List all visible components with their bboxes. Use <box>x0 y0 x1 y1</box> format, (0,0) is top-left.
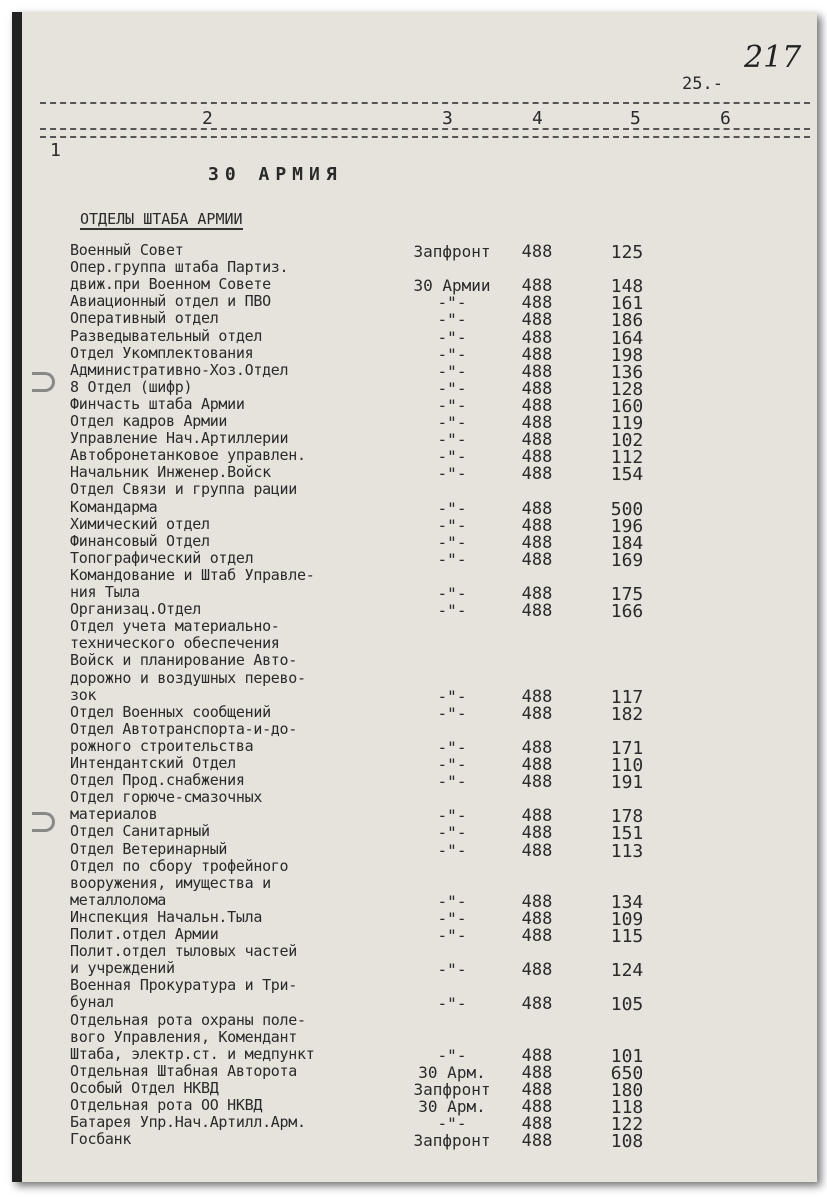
row-number: 124 <box>610 960 644 982</box>
row-number: 112 <box>610 447 644 469</box>
column-number-5: 5 <box>630 108 641 129</box>
row-code: 488 <box>521 908 553 929</box>
row-number: 148 <box>610 276 644 298</box>
row-number: 161 <box>610 293 644 315</box>
row-label: вого Управления, Комендант <box>70 1027 298 1046</box>
row-label: Инспекция Начальн.Тыла <box>70 907 263 926</box>
row-code: 488 <box>521 601 553 622</box>
row-number: 160 <box>610 395 644 417</box>
row-source: -"- <box>437 737 467 757</box>
row-label: Финансовый Отдел <box>70 531 210 550</box>
row-code: 488 <box>521 395 553 416</box>
row-label: Батарея Упр.Нач.Артилл.Арм. <box>70 1113 306 1132</box>
row-code: 488 <box>521 242 553 262</box>
row-number: 101 <box>610 1045 644 1067</box>
row-code: 488 <box>521 310 553 331</box>
row-number: 105 <box>610 994 644 1016</box>
row-label: Отдел Прод.снабжения <box>70 771 245 790</box>
row-source: -"- <box>437 806 467 826</box>
row-code: 488 <box>521 755 553 775</box>
row-number: 178 <box>610 806 644 828</box>
row-label: Командарма <box>70 497 158 516</box>
row-code: 488 <box>521 549 553 570</box>
row-label: металлолома <box>70 890 167 909</box>
row-number: 500 <box>610 498 644 520</box>
row-source: -"- <box>437 823 467 843</box>
row-code: 488 <box>521 823 553 844</box>
row-label: Командование и Штаб Управле- <box>70 565 315 584</box>
row-code: 488 <box>521 293 553 314</box>
row-label: Авиационный отдел и ПВО <box>70 292 271 311</box>
row-source: -"- <box>437 926 467 945</box>
row-label: Химический отдел <box>70 514 210 533</box>
row-code: 488 <box>521 806 553 827</box>
row-label: материалов <box>70 805 158 824</box>
row-source: -"- <box>437 840 467 860</box>
row-label: Отдел Военных сообщений <box>70 702 271 721</box>
row-number: 650 <box>610 1062 644 1084</box>
row-label: ния Тыла <box>70 583 140 601</box>
row-number: 108 <box>610 1131 644 1153</box>
header-rule <box>40 128 810 130</box>
row-label: движ.при Военном Совете <box>70 275 271 294</box>
row-label: Отдельная Штабная Авторота <box>70 1061 298 1080</box>
typed-page-number: 25.- <box>682 74 723 94</box>
row-source: -"- <box>437 960 467 980</box>
row-label: Начальник Инженер.Войск <box>70 463 271 482</box>
row-label: Полит.отдел Армии <box>70 925 219 943</box>
row-label: Штаба, электр.ст. и медпункт <box>70 1044 315 1063</box>
row-code: 488 <box>521 960 553 981</box>
row-source: -"- <box>437 755 467 774</box>
row-number: 196 <box>610 515 644 537</box>
row-number: 166 <box>610 601 644 623</box>
row-source: -"- <box>437 772 467 792</box>
row-label: Оперативный отдел <box>70 309 219 328</box>
row-label: Отдел кадров Армии <box>70 412 228 430</box>
row-label: Особый Отдел НКВД <box>70 1078 219 1097</box>
row-code: 488 <box>521 344 553 365</box>
row-source: -"- <box>437 994 467 1014</box>
row-code: 488 <box>521 532 553 553</box>
row-code: 488 <box>521 464 553 485</box>
row-label: Отдел Укомплектования <box>70 343 254 362</box>
row-label: Топографический отдел <box>70 548 254 567</box>
header-rule <box>40 136 810 138</box>
row-code: 488 <box>521 737 553 758</box>
row-number: 113 <box>610 840 644 862</box>
row-code: 488 <box>521 1062 553 1083</box>
row-number: 136 <box>610 361 644 383</box>
row-label: рожного строительства <box>70 736 254 755</box>
row-code: 488 <box>521 703 553 724</box>
row-label: Военный Совет <box>70 241 184 259</box>
row-source: -"- <box>437 532 467 552</box>
header-rule <box>40 102 810 104</box>
row-source: -"- <box>437 378 467 398</box>
row-number: 119 <box>610 413 644 434</box>
row-code: 488 <box>521 327 553 348</box>
row-code: 488 <box>521 1079 553 1100</box>
row-code: 488 <box>521 515 553 536</box>
row-source: -"- <box>437 361 467 381</box>
binder-ring <box>32 812 55 832</box>
row-label: Госбанк <box>70 1130 132 1149</box>
row-source: Запфронт <box>413 1079 491 1099</box>
row-source: -"- <box>437 891 467 911</box>
row-source: -"- <box>437 1114 467 1134</box>
row-number: 175 <box>610 584 644 605</box>
document-title: 30 АРМИЯ <box>208 164 343 185</box>
row-label: Отдел учета материально- <box>70 617 280 636</box>
row-source: 30 Арм. <box>418 1097 486 1116</box>
row-label: Административно-Хоз.Отдел <box>70 360 289 379</box>
column-number-4: 4 <box>532 108 543 129</box>
row-code: 488 <box>521 413 553 433</box>
row-code: 488 <box>521 772 553 793</box>
row-label: Полит.отдел тыловых частей <box>70 942 298 961</box>
row-source: -"- <box>437 293 467 313</box>
row-number: 118 <box>610 1097 644 1118</box>
row-number: 102 <box>610 430 644 452</box>
row-source: -"- <box>437 1045 467 1065</box>
row-label: Отдел Связи и группа рации <box>70 480 298 499</box>
row-number: 154 <box>610 464 644 486</box>
document-page <box>12 12 817 1182</box>
column-number-6: 6 <box>720 108 731 129</box>
row-source: Запфронт <box>413 242 491 261</box>
row-number: 171 <box>610 737 644 759</box>
row-source: -"- <box>437 498 467 518</box>
row-source: -"- <box>437 395 467 415</box>
row-code: 488 <box>521 1097 553 1117</box>
row-code: 488 <box>521 926 553 946</box>
row-source: 30 Арм. <box>418 1062 486 1082</box>
row-number: 134 <box>610 891 644 913</box>
row-label: Автобронетанковое управлен. <box>70 446 306 465</box>
row-number: 151 <box>610 823 644 845</box>
row-code: 488 <box>521 361 553 382</box>
row-code: 488 <box>521 584 553 604</box>
row-number: 117 <box>610 686 644 708</box>
row-label: Отдел Автотранспорта-и-до- <box>70 719 298 738</box>
row-label: бунал <box>70 993 114 1012</box>
row-source: -"- <box>437 703 467 723</box>
row-number: 169 <box>610 549 644 571</box>
row-source: -"- <box>437 310 467 330</box>
row-code: 488 <box>521 430 553 451</box>
row-source: -"- <box>437 584 467 603</box>
row-number: 125 <box>610 242 644 263</box>
section-heading: ОТДЕЛЫ ШТАБА АРМИИ <box>80 210 243 228</box>
handwritten-page-number: 217 <box>744 40 802 75</box>
row-source: -"- <box>437 413 467 432</box>
row-code: 488 <box>521 840 553 861</box>
binder-ring <box>32 372 55 392</box>
row-source: -"- <box>437 464 467 484</box>
row-number: 115 <box>610 926 644 947</box>
row-code: 488 <box>521 1114 553 1135</box>
column-number-1: 1 <box>50 140 61 161</box>
row-source: -"- <box>437 686 467 706</box>
row-label: Отдел Ветеринарный <box>70 839 228 858</box>
row-label: Финчасть штаба Армии <box>70 394 245 413</box>
row-label: Разведывательный отдел <box>70 326 263 345</box>
row-source: -"- <box>437 344 467 364</box>
row-label: Отдел Санитарный <box>70 822 210 841</box>
row-number: 109 <box>610 908 644 930</box>
row-label: технического обеспечения <box>70 634 280 653</box>
row-source: -"- <box>437 908 467 928</box>
row-source: -"- <box>437 327 467 347</box>
row-label: Отдельная рота охраны поле- <box>70 1010 306 1029</box>
row-source: -"- <box>437 515 467 535</box>
row-number: 122 <box>610 1114 644 1136</box>
row-number: 110 <box>610 755 644 776</box>
row-label: Отдел горюче-смазочных <box>70 788 263 807</box>
row-number: 191 <box>610 772 644 794</box>
row-code: 488 <box>521 378 553 399</box>
row-label: вооружения, имущества и <box>70 873 271 892</box>
row-source: -"- <box>437 601 467 621</box>
row-code: 488 <box>521 276 553 297</box>
row-code: 488 <box>521 498 553 519</box>
row-source: 30 Армии <box>413 276 491 296</box>
row-number: 184 <box>610 532 644 554</box>
row-label: Управление Нач.Артиллерии <box>70 429 289 448</box>
row-label: и учреждений <box>70 959 175 978</box>
row-label: 8 Отдел (шифр) <box>70 377 193 396</box>
row-source: Запфронт <box>413 1131 491 1151</box>
row-label: Военная Прокуратура и Три- <box>70 976 298 995</box>
column-number-3: 3 <box>442 108 453 129</box>
row-code: 488 <box>521 686 553 707</box>
row-label: Отдел по сбору трофейного <box>70 856 289 875</box>
row-source: -"- <box>437 430 467 450</box>
row-number: 180 <box>610 1079 644 1101</box>
row-number: 186 <box>610 310 644 332</box>
column-number-2: 2 <box>202 108 213 129</box>
row-number: 164 <box>610 327 644 349</box>
row-code: 488 <box>521 891 553 912</box>
row-number: 182 <box>610 703 644 725</box>
row-code: 488 <box>521 1131 553 1152</box>
row-label: Организац.Отдел <box>70 600 201 619</box>
row-source: -"- <box>437 447 467 467</box>
row-label: Опер.группа штаба Партиз. <box>70 258 289 277</box>
row-number: 128 <box>610 378 644 400</box>
row-code: 488 <box>521 994 553 1015</box>
row-number: 198 <box>610 344 644 366</box>
row-label: Войск и планирование Авто- <box>70 651 298 670</box>
row-label: зок <box>70 685 97 704</box>
row-code: 488 <box>521 1045 553 1066</box>
row-label: Интендантский Отдел <box>70 754 236 772</box>
row-code: 488 <box>521 447 553 468</box>
row-source: -"- <box>437 549 467 569</box>
row-label: дорожно и воздушных перево- <box>70 668 306 687</box>
row-label: Отдельная рота ОО НКВД <box>70 1096 263 1114</box>
